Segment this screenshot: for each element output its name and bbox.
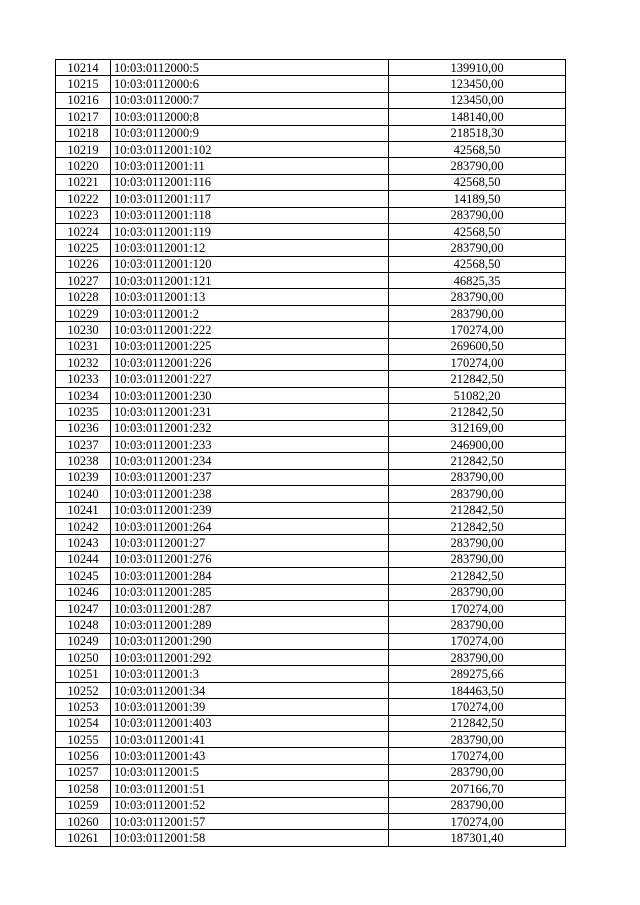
cadastral-number-cell: 10:03:0112001:285 (111, 584, 389, 600)
table-row (56, 813, 566, 829)
cadastral-value-cell: 283790,00 (389, 207, 566, 223)
cadastral-value-cell: 46825,35 (389, 273, 566, 289)
row-number-cell: 10249 (56, 633, 111, 649)
table-row (56, 174, 566, 190)
cadastral-value-cell: 212842,50 (389, 371, 566, 387)
cadastral-value-cell: 212842,50 (389, 715, 566, 731)
cadastral-number-cell: 10:03:0112001:117 (111, 191, 389, 207)
cadastral-value-cell: 283790,00 (389, 551, 566, 567)
row-number-cell: 10217 (56, 109, 111, 125)
row-number-cell: 10242 (56, 518, 111, 534)
cadastral-value-cell: 283790,00 (389, 617, 566, 633)
cadastral-number-cell: 10:03:0112001:39 (111, 699, 389, 715)
row-number-cell: 10239 (56, 469, 111, 485)
table-row (56, 289, 566, 305)
table-row (56, 682, 566, 698)
row-number-cell: 10246 (56, 584, 111, 600)
row-number-cell: 10221 (56, 174, 111, 190)
table-row (56, 273, 566, 289)
table-row (56, 469, 566, 485)
row-number-cell: 10231 (56, 338, 111, 354)
cadastral-number-cell: 10:03:0112001:102 (111, 141, 389, 157)
row-number-cell: 10225 (56, 240, 111, 256)
row-number-cell: 10223 (56, 207, 111, 223)
cadastral-number-cell: 10:03:0112001:12 (111, 240, 389, 256)
row-number-cell: 10219 (56, 141, 111, 157)
cadastral-value-cell: 42568,50 (389, 256, 566, 272)
table-row (56, 256, 566, 272)
cadastral-number-cell: 10:03:0112001:222 (111, 322, 389, 338)
table-row (56, 387, 566, 403)
row-number-cell: 10216 (56, 92, 111, 108)
row-number-cell: 10227 (56, 273, 111, 289)
cadastral-value-cell: 148140,00 (389, 109, 566, 125)
cadastral-value-cell: 312169,00 (389, 420, 566, 436)
table-row (56, 650, 566, 666)
row-number-cell: 10253 (56, 699, 111, 715)
cadastral-number-cell: 10:03:0112001:13 (111, 289, 389, 305)
cadastral-number-cell: 10:03:0112001:284 (111, 568, 389, 584)
cadastral-number-cell: 10:03:0112000:8 (111, 109, 389, 125)
cadastral-value-cell: 283790,00 (389, 158, 566, 174)
cadastral-number-cell: 10:03:0112001:5 (111, 764, 389, 780)
cadastral-number-cell: 10:03:0112001:287 (111, 600, 389, 616)
row-number-cell: 10222 (56, 191, 111, 207)
table-row (56, 797, 566, 813)
cadastral-value-cell: 123450,00 (389, 92, 566, 108)
cadastral-number-cell: 10:03:0112001:52 (111, 797, 389, 813)
cadastral-number-cell: 10:03:0112001:264 (111, 518, 389, 534)
table-row (56, 633, 566, 649)
row-number-cell: 10259 (56, 797, 111, 813)
cadastral-number-cell: 10:03:0112001:121 (111, 273, 389, 289)
cadastral-value-cell: 170274,00 (389, 699, 566, 715)
table-row (56, 109, 566, 125)
row-number-cell: 10245 (56, 568, 111, 584)
cadastral-value-cell: 212842,50 (389, 568, 566, 584)
cadastral-value-cell: 283790,00 (389, 650, 566, 666)
table-row (56, 781, 566, 797)
cadastral-value-cell: 170274,00 (389, 748, 566, 764)
cadastral-number-cell: 10:03:0112001:41 (111, 732, 389, 748)
table-row (56, 568, 566, 584)
cadastral-value-cell: 283790,00 (389, 732, 566, 748)
table-row (56, 420, 566, 436)
cadastral-value-cell: 218518,30 (389, 125, 566, 141)
table-row (56, 502, 566, 518)
row-number-cell: 10238 (56, 453, 111, 469)
cadastral-value-cell: 170274,00 (389, 355, 566, 371)
cadastral-number-cell: 10:03:0112001:289 (111, 617, 389, 633)
row-number-cell: 10220 (56, 158, 111, 174)
row-number-cell: 10215 (56, 76, 111, 92)
cadastral-value-cell: 283790,00 (389, 305, 566, 321)
row-number-cell: 10224 (56, 223, 111, 239)
cadastral-value-cell: 170274,00 (389, 322, 566, 338)
row-number-cell: 10250 (56, 650, 111, 666)
cadastral-value-table (55, 59, 566, 847)
cadastral-number-cell: 10:03:0112001:237 (111, 469, 389, 485)
table-row (56, 76, 566, 92)
table-row (56, 453, 566, 469)
row-number-cell: 10230 (56, 322, 111, 338)
cadastral-number-cell: 10:03:0112001:225 (111, 338, 389, 354)
cadastral-number-cell: 10:03:0112001:239 (111, 502, 389, 518)
table-row (56, 436, 566, 452)
cadastral-value-cell: 123450,00 (389, 76, 566, 92)
cadastral-value-cell: 289275,66 (389, 666, 566, 682)
row-number-cell: 10237 (56, 436, 111, 452)
cadastral-number-cell: 10:03:0112000:9 (111, 125, 389, 141)
table-row (56, 338, 566, 354)
row-number-cell: 10234 (56, 387, 111, 403)
cadastral-number-cell: 10:03:0112001:227 (111, 371, 389, 387)
row-number-cell: 10243 (56, 535, 111, 551)
table-row (56, 125, 566, 141)
table-row (56, 699, 566, 715)
row-number-cell: 10244 (56, 551, 111, 567)
cadastral-number-cell: 10:03:0112001:58 (111, 830, 389, 846)
table-row (56, 732, 566, 748)
row-number-cell: 10235 (56, 404, 111, 420)
cadastral-number-cell: 10:03:0112001:231 (111, 404, 389, 420)
cadastral-value-cell: 184463,50 (389, 682, 566, 698)
cadastral-number-cell: 10:03:0112001:57 (111, 813, 389, 829)
table-row (56, 748, 566, 764)
cadastral-number-cell: 10:03:0112001:3 (111, 666, 389, 682)
cadastral-value-cell: 42568,50 (389, 174, 566, 190)
row-number-cell: 10248 (56, 617, 111, 633)
table-row (56, 371, 566, 387)
cadastral-number-cell: 10:03:0112001:11 (111, 158, 389, 174)
row-number-cell: 10228 (56, 289, 111, 305)
cadastral-number-cell: 10:03:0112001:118 (111, 207, 389, 223)
cadastral-number-cell: 10:03:0112000:5 (111, 60, 389, 76)
cadastral-value-cell: 212842,50 (389, 502, 566, 518)
row-number-cell: 10247 (56, 600, 111, 616)
table-row (56, 240, 566, 256)
cadastral-value-cell: 170274,00 (389, 633, 566, 649)
cadastral-number-cell: 10:03:0112000:6 (111, 76, 389, 92)
cadastral-value-cell: 51082,20 (389, 387, 566, 403)
table-row (56, 764, 566, 780)
cadastral-value-cell: 246900,00 (389, 436, 566, 452)
cadastral-number-cell: 10:03:0112001:120 (111, 256, 389, 272)
cadastral-value-cell: 283790,00 (389, 289, 566, 305)
cadastral-value-cell: 170274,00 (389, 600, 566, 616)
cadastral-number-cell: 10:03:0112001:230 (111, 387, 389, 403)
cadastral-number-cell: 10:03:0112001:290 (111, 633, 389, 649)
table-row (56, 600, 566, 616)
cadastral-value-cell: 139910,00 (389, 60, 566, 76)
row-number-cell: 10233 (56, 371, 111, 387)
table-row (56, 518, 566, 534)
row-number-cell: 10260 (56, 813, 111, 829)
cadastral-number-cell: 10:03:0112001:51 (111, 781, 389, 797)
table-row (56, 535, 566, 551)
row-number-cell: 10254 (56, 715, 111, 731)
table-row (56, 404, 566, 420)
table-row (56, 715, 566, 731)
table-row (56, 666, 566, 682)
cadastral-value-cell: 207166,70 (389, 781, 566, 797)
table-row (56, 617, 566, 633)
table-row (56, 92, 566, 108)
table-row (56, 830, 566, 846)
row-number-cell: 10218 (56, 125, 111, 141)
cadastral-number-cell: 10:03:0112001:238 (111, 486, 389, 502)
cadastral-value-cell: 212842,50 (389, 518, 566, 534)
cadastral-number-cell: 10:03:0112001:43 (111, 748, 389, 764)
table-row (56, 191, 566, 207)
table-row (56, 584, 566, 600)
cadastral-number-cell: 10:03:0112001:276 (111, 551, 389, 567)
cadastral-number-cell: 10:03:0112000:7 (111, 92, 389, 108)
row-number-cell: 10229 (56, 305, 111, 321)
row-number-cell: 10214 (56, 60, 111, 76)
cadastral-number-cell: 10:03:0112001:226 (111, 355, 389, 371)
table-body (56, 60, 566, 847)
cadastral-number-cell: 10:03:0112001:27 (111, 535, 389, 551)
table-row (56, 322, 566, 338)
cadastral-number-cell: 10:03:0112001:403 (111, 715, 389, 731)
table-row (56, 207, 566, 223)
row-number-cell: 10256 (56, 748, 111, 764)
row-number-cell: 10261 (56, 830, 111, 846)
cadastral-value-cell: 170274,00 (389, 813, 566, 829)
cadastral-value-cell: 283790,00 (389, 764, 566, 780)
row-number-cell: 10257 (56, 764, 111, 780)
cadastral-number-cell: 10:03:0112001:232 (111, 420, 389, 436)
cadastral-number-cell: 10:03:0112001:233 (111, 436, 389, 452)
cadastral-value-cell: 212842,50 (389, 404, 566, 420)
row-number-cell: 10251 (56, 666, 111, 682)
cadastral-value-cell: 14189,50 (389, 191, 566, 207)
cadastral-number-cell: 10:03:0112001:234 (111, 453, 389, 469)
table-row (56, 355, 566, 371)
table-row (56, 158, 566, 174)
cadastral-value-cell: 269600,50 (389, 338, 566, 354)
table-row (56, 60, 566, 76)
table-row (56, 486, 566, 502)
table-row (56, 305, 566, 321)
row-number-cell: 10241 (56, 502, 111, 518)
row-number-cell: 10255 (56, 732, 111, 748)
cadastral-value-cell: 212842,50 (389, 453, 566, 469)
cadastral-value-cell: 283790,00 (389, 486, 566, 502)
table-row (56, 141, 566, 157)
cadastral-value-cell: 283790,00 (389, 584, 566, 600)
cadastral-value-cell: 187301,40 (389, 830, 566, 846)
cadastral-number-cell: 10:03:0112001:116 (111, 174, 389, 190)
row-number-cell: 10240 (56, 486, 111, 502)
table-row (56, 551, 566, 567)
cadastral-value-cell: 283790,00 (389, 469, 566, 485)
cadastral-number-cell: 10:03:0112001:34 (111, 682, 389, 698)
cadastral-number-cell: 10:03:0112001:292 (111, 650, 389, 666)
row-number-cell: 10226 (56, 256, 111, 272)
cadastral-number-cell: 10:03:0112001:119 (111, 223, 389, 239)
table-row (56, 223, 566, 239)
cadastral-value-cell: 283790,00 (389, 535, 566, 551)
cadastral-number-cell: 10:03:0112001:2 (111, 305, 389, 321)
cadastral-value-cell: 283790,00 (389, 240, 566, 256)
cadastral-value-cell: 42568,50 (389, 141, 566, 157)
cadastral-value-cell: 42568,50 (389, 223, 566, 239)
row-number-cell: 10232 (56, 355, 111, 371)
row-number-cell: 10258 (56, 781, 111, 797)
row-number-cell: 10236 (56, 420, 111, 436)
cadastral-value-cell: 283790,00 (389, 797, 566, 813)
row-number-cell: 10252 (56, 682, 111, 698)
